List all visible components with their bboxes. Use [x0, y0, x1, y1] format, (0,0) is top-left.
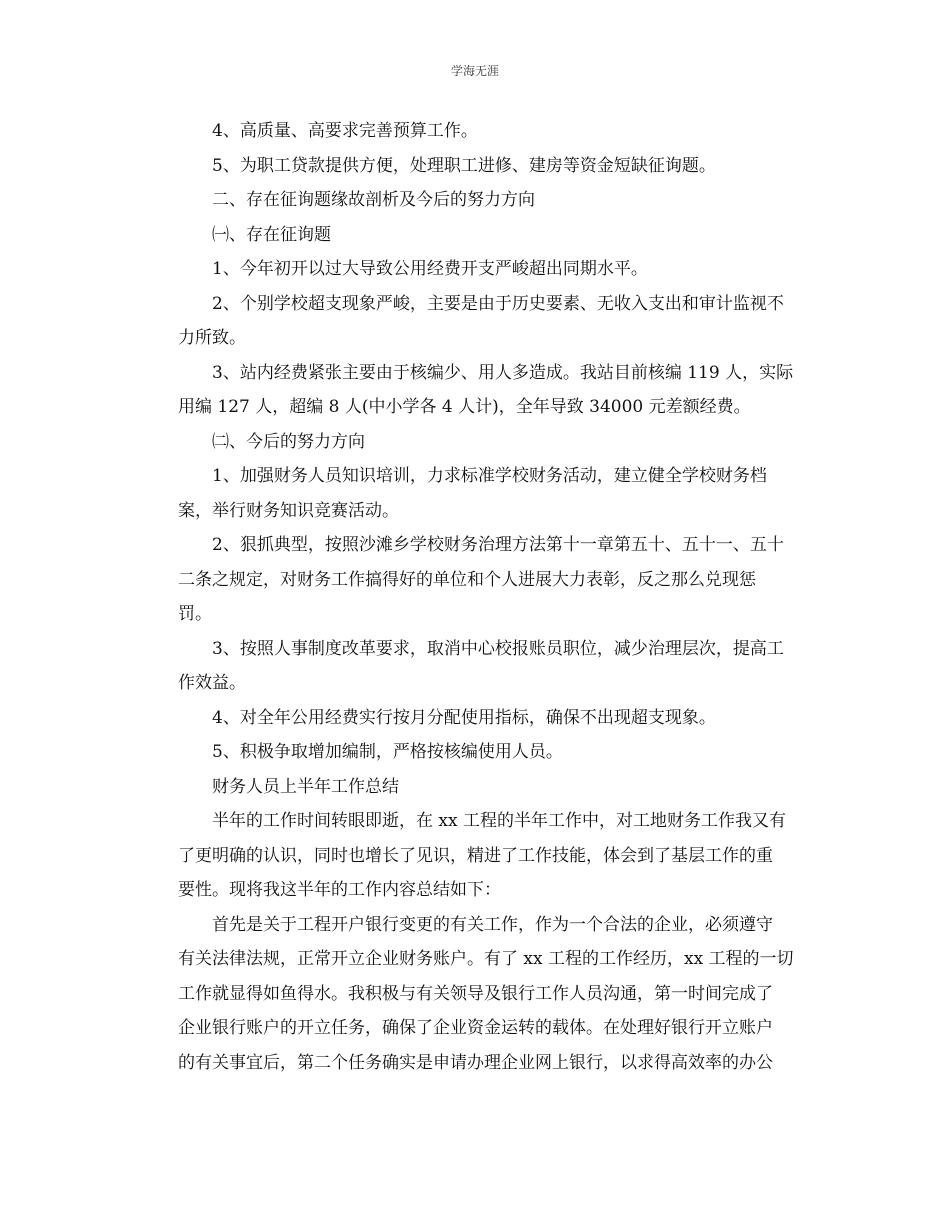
- page-header: 学海无涯: [450, 64, 499, 78]
- text-line: 要性。现将我这半年的工作内容总结如下：: [178, 880, 501, 900]
- subsection-heading: [144, 425, 808, 460]
- text-line: 首先是关于工程开户银行变更的有关工作，作为一个合法的企业，必须遵守: [212, 914, 773, 935]
- subsection-heading: [144, 218, 808, 253]
- text-line: 了更明确的认识，同时也增长了见识，精进了工作技能，体会到了基层工作的重: [178, 845, 773, 866]
- paragraph: [144, 908, 808, 1081]
- paragraph: [144, 459, 808, 528]
- text-line: 5、为职工贷款提供方便，处理职工进修、建房等资金短缺征询题。: [212, 155, 716, 176]
- text-line: 2、个别学校超支现象严峻，主要是由于历史要素、无收入支出和审计监视不: [212, 293, 784, 314]
- paragraph: [144, 701, 808, 736]
- text-line: 3、站内经费紧张主要由于核编少、用人多造成。我站目前核编 119 人，实际: [212, 362, 794, 383]
- paragraph: [144, 356, 808, 425]
- text-line: 1、加强财务人员知识培训，力求标准学校财务活动，建立健全学校财务档: [212, 466, 767, 486]
- text-line: 财务人员上半年工作总结: [212, 776, 399, 797]
- paragraph: [144, 735, 808, 770]
- section-heading: [144, 183, 808, 218]
- text-line: 案，举行财务知识竞赛活动。: [178, 500, 399, 521]
- text-line: 作效益。: [178, 673, 246, 693]
- text-line: 用编 127 人，超编 8 人(中小学各 4 人计)，全年导致 34000 元差额经费。: [178, 397, 751, 417]
- paragraph: [144, 287, 808, 356]
- text-line: 3、按照人事制度改革要求，取消中心校报账员职位，减少治理层次，提高工: [212, 638, 784, 659]
- text-line: 1、今年初开以过大导致公用经费开支严峻超出同期水平。: [212, 259, 648, 279]
- text-line: 半年的工作时间转眼即逝，在 xx 工程的半年工作中，对工地财务工作我又有: [212, 811, 786, 831]
- text-line: 罚。: [178, 604, 212, 624]
- paragraph: [144, 632, 808, 701]
- text-line: 4、对全年公用经费实行按月分配使用指标，确保不出现超支现象。: [212, 707, 716, 728]
- paragraph: [144, 114, 808, 149]
- document-title: [144, 770, 808, 805]
- text-line: 4、高质量、高要求完善预算工作。: [212, 121, 478, 141]
- text-line: 工作就显得如鱼得水。我积极与有关领导及银行工作人员沟通，第一时间完成了: [178, 983, 773, 1004]
- text-line: ㈠、存在征询题: [212, 224, 331, 245]
- text-line: 企业银行账户的开立任务，确保了企业资金运转的载体。在处理好银行开立账户: [178, 1018, 773, 1038]
- text-line: 2、狠抓典型，按照沙滩乡学校财务治理方法第十一章第五十、五十一、五十: [212, 535, 784, 555]
- text-line: 二条之规定，对财务工作搞得好的单位和个人进展大力表彰，反之那么兑现惩: [178, 569, 756, 590]
- text-line: ㈡、今后的努力方向: [212, 431, 365, 452]
- text-line: 5、积极争取增加编制，严格按核编使用人员。: [212, 742, 563, 762]
- paragraph: [144, 149, 808, 184]
- text-line: 有关法律法规，正常开立企业财务账户。有了 xx 工程的工作经历，xx 工程的一切: [178, 949, 794, 969]
- text-line: 二、存在征询题缘故剖析及今后的努力方向: [212, 190, 535, 210]
- paragraph: [144, 528, 808, 632]
- text-line: 的有关事宜后，第二个任务确实是申请办理企业网上银行，以求得高效率的办公: [178, 1052, 773, 1073]
- paragraph: [144, 804, 808, 908]
- document-body: [144, 114, 808, 1080]
- text-line: 力所致。: [178, 328, 246, 348]
- paragraph: [144, 252, 808, 287]
